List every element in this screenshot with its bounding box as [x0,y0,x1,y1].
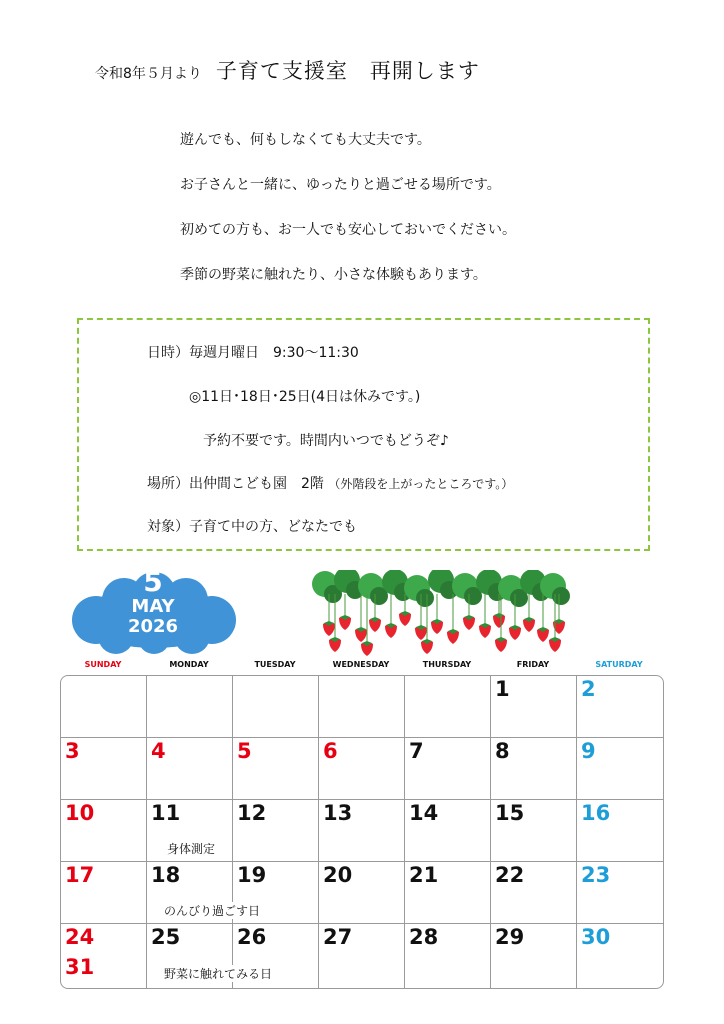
strawberry-illustration-icon [305,570,575,658]
calendar-day-number: 27 [323,925,353,949]
leaf-shape [416,589,434,607]
calendar-cell [491,676,577,738]
month-name: MAY [131,596,175,617]
intro-line: 遊んでも、何もしなくても大丈夫です。 [180,132,431,148]
calendar-day-number: 22 [495,863,525,887]
calendar-day-number: 12 [237,801,267,825]
calendar-day-number: 16 [581,801,611,825]
calendar-day-number: 26 [237,925,267,949]
intro-text [180,118,516,298]
info-place-note: （外階段を上がったところです。） [328,477,514,491]
calendar-cell [405,862,491,924]
calendar-day-number: 20 [323,863,353,887]
calendar-cell [491,738,577,800]
calendar-day-number: 1 [495,677,510,701]
info-datetime: 日時）毎週月曜日 9:30～11:30 [147,345,359,361]
calendar-cell [405,800,491,862]
calendar-day-number: 5 [237,739,252,763]
calendar-event-label: 野菜に触れてみる日 [164,967,273,981]
calendar-cell [319,738,405,800]
calendar-cell [491,800,577,862]
calendar-day-number: 9 [581,739,596,763]
day-name-thursday: THURSDAY [422,660,472,669]
calendar-day-number: 15 [495,801,525,825]
calendar-day-number: 7 [409,739,424,763]
day-name-tuesday: TUESDAY [254,660,296,669]
calendar-day-number: 30 [581,925,611,949]
intro-line: 季節の野菜に触れたり、小さな体験もあります。 [180,267,487,283]
calendar-day-number: 19 [237,863,267,887]
calendar-cell [319,862,405,924]
calendar-cell [577,924,664,989]
calendar-day-number: 14 [409,801,439,825]
calendar-cell [61,738,147,800]
day-name-saturday: SATURDAY [595,660,643,669]
calendar-cell [491,862,577,924]
calendar-event-label: 身体測定 [167,842,216,856]
calendar-cell [319,924,405,989]
calendar-grid [60,675,664,989]
calendar-day-number: 18 [151,863,181,887]
info-box [77,318,650,551]
calendar-day-number: 11 [151,801,181,825]
calendar-cell [491,924,577,989]
calendar-cell [233,676,319,738]
intro-line: お子さんと一緒に、ゆったりと過ごせる場所です。 [180,177,501,193]
calendar-day-number: 4 [151,739,166,763]
day-name-sunday: SUNDAY [84,660,122,669]
calendar-cell [61,862,147,924]
month-badge [105,565,201,637]
page-title: 子育て支援室 再開します [215,59,480,83]
info-dates: ◎11日･18日･25日(4日は休みです。) [189,389,421,405]
calendar-cell [577,676,664,738]
calendar-day-number: 2 [581,677,596,701]
calendar-day-number: 13 [323,801,353,825]
calendar-cell [577,800,664,862]
day-name-monday: MONDAY [169,660,209,669]
calendar-cell [233,800,319,862]
calendar-day-number: 10 [65,801,95,825]
calendar-day-number: 8 [495,739,510,763]
calendar-cell [147,676,233,738]
calendar-cell [233,738,319,800]
info-place [147,473,513,493]
calendar-event-label: のんびり過ごす日 [164,904,261,918]
calendar-cell [405,676,491,738]
info-target: 対象）子育て中の方、どなたでも [147,519,357,535]
day-name-wednesday: WEDNESDAY [332,660,390,669]
calendar-cell [61,800,147,862]
year-label: 2026 [127,616,179,637]
month-number: 5 [143,565,163,598]
info-reservation: 予約不要です。時間内いつでもどうぞ♪ [203,433,449,449]
calendar-day-number: 24 [65,925,95,949]
calendar-cell [577,862,664,924]
calendar-day-number: 29 [495,925,525,949]
calendar-cell [61,676,147,738]
day-names-row [60,660,664,672]
calendar-day-number: 28 [409,925,439,949]
calendar-day-number: 31 [65,955,95,979]
calendar-cell [319,800,405,862]
calendar-day-number: 6 [323,739,338,763]
calendar-day-number: 3 [65,739,80,763]
page-header [95,55,480,85]
calendar-cell [577,738,664,800]
calendar-cell [405,738,491,800]
calendar-day-number: 17 [65,863,95,887]
header-prefix: 令和8年５月より [95,66,202,82]
calendar-day-number: 21 [409,863,439,887]
info-place-text: 場所）出仲間こども園 2階 [147,476,324,492]
calendar-cell [405,924,491,989]
calendar-cell [319,676,405,738]
calendar-day-number: 23 [581,863,611,887]
day-name-friday: FRIDAY [516,660,550,669]
calendar-day-number: 25 [151,925,181,949]
calendar-cell [147,738,233,800]
calendar-cell [61,924,147,989]
intro-line: 初めての方も、お一人でも安心しておいでください。 [180,222,516,238]
